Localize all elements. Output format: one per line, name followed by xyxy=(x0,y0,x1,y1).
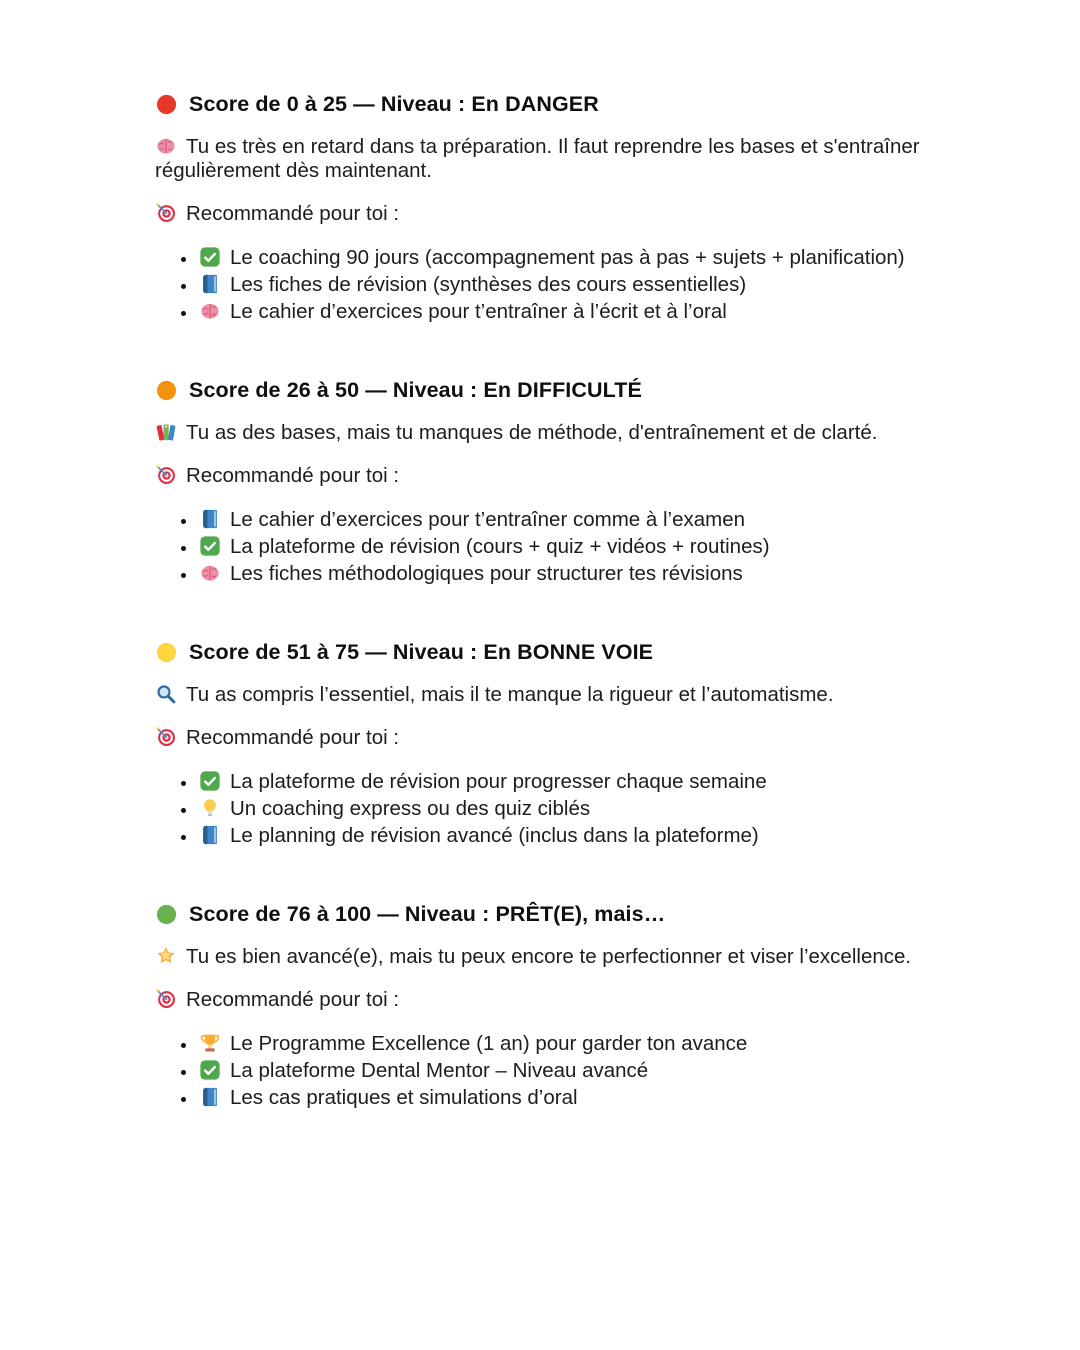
blue-book-icon xyxy=(199,508,221,530)
target-icon xyxy=(155,464,177,486)
target-icon xyxy=(155,726,177,748)
recommend-line xyxy=(155,464,920,488)
recommend-line xyxy=(155,988,920,1012)
recommend-label-text: Recommandé pour toi : xyxy=(186,202,400,225)
section-heading xyxy=(155,640,920,665)
section-title-text: Score de 26 à 50 — Niveau : En DIFFICULTÉ xyxy=(189,378,642,402)
recommendation-list xyxy=(155,246,920,324)
list-item-text: Les fiches méthodologiques pour structurer tes révisions xyxy=(230,562,743,585)
recommend-label-text: Recommandé pour toi : xyxy=(186,464,400,487)
recommend-label-text: Recommandé pour toi : xyxy=(186,988,400,1011)
list-item xyxy=(197,1086,920,1110)
section-intro-text: Tu es bien avancé(e), mais tu peux encore te perfectionner et viser l’excellence. xyxy=(186,945,912,968)
magnifier-icon xyxy=(155,683,177,705)
section-title-text: Score de 76 à 100 — Niveau : PRÊT(E), mais… xyxy=(189,902,666,926)
star-icon xyxy=(155,945,177,967)
list-item-text: La plateforme de révision pour progresser chaque semaine xyxy=(230,770,767,793)
yellow-circle-icon xyxy=(155,641,178,664)
list-item xyxy=(197,1032,920,1056)
trophy-icon xyxy=(199,1032,221,1054)
brain-icon xyxy=(199,300,221,322)
section-title-text: Score de 0 à 25 — Niveau : En DANGER xyxy=(189,92,599,116)
section-heading xyxy=(155,378,920,403)
recommend-label-text: Recommandé pour toi : xyxy=(186,726,400,749)
section-intro-text: Tu as des bases, mais tu manques de méthode, d'entraînement et de clarté. xyxy=(186,421,878,444)
list-item-text: Le coaching 90 jours (accompagnement pas à pas + sujets + planification) xyxy=(230,246,905,269)
score-section-danger xyxy=(155,92,920,324)
orange-circle-icon xyxy=(155,379,178,402)
list-item xyxy=(197,770,920,794)
section-heading xyxy=(155,92,920,117)
brain-icon xyxy=(199,562,221,584)
list-item xyxy=(197,508,920,532)
list-item-text: Le Programme Excellence (1 an) pour garder ton avance xyxy=(230,1032,748,1055)
check-icon xyxy=(199,535,221,557)
list-item-text: Un coaching express ou des quiz ciblés xyxy=(230,797,591,820)
list-item-text: Le cahier d’exercices pour t’entraîner à l’écrit et à l’oral xyxy=(230,300,727,323)
blue-book-icon xyxy=(199,273,221,295)
score-section-bonne-voie xyxy=(155,640,920,848)
list-item-text: La plateforme de révision (cours + quiz + vidéos + routines) xyxy=(230,535,770,558)
books-icon xyxy=(155,421,177,443)
recommendation-list xyxy=(155,1032,920,1110)
section-heading xyxy=(155,902,920,927)
list-item xyxy=(197,1059,920,1083)
list-item-text: Les fiches de révision (synthèses des cours essentielles) xyxy=(230,273,747,296)
recommendation-list xyxy=(155,770,920,848)
check-icon xyxy=(199,770,221,792)
section-intro xyxy=(155,683,920,707)
target-icon xyxy=(155,988,177,1010)
list-item xyxy=(197,246,920,270)
section-intro xyxy=(155,135,920,183)
list-item-text: Les cas pratiques et simulations d’oral xyxy=(230,1086,578,1109)
section-intro xyxy=(155,421,920,445)
list-item-text: Le cahier d’exercices pour t’entraîner comme à l’examen xyxy=(230,508,746,531)
section-intro xyxy=(155,945,920,969)
list-item xyxy=(197,562,920,586)
check-icon xyxy=(199,246,221,268)
section-title-text: Score de 51 à 75 — Niveau : En BONNE VOIE xyxy=(189,640,654,664)
blue-book-icon xyxy=(199,824,221,846)
list-item-text: La plateforme Dental Mentor – Niveau avancé xyxy=(230,1059,649,1082)
recommend-line xyxy=(155,202,920,226)
red-circle-icon xyxy=(155,93,178,116)
list-item xyxy=(197,535,920,559)
list-item xyxy=(197,300,920,324)
brain-icon xyxy=(155,135,177,157)
recommendation-list xyxy=(155,508,920,586)
score-section-pret xyxy=(155,902,920,1110)
list-item-text: Le planning de révision avancé (inclus dans la plateforme) xyxy=(230,824,759,847)
list-item xyxy=(197,273,920,297)
green-circle-icon xyxy=(155,903,178,926)
section-intro-text: Tu as compris l’essentiel, mais il te manque la rigueur et l’automatisme. xyxy=(186,683,834,706)
check-icon xyxy=(199,1059,221,1081)
score-section-difficulte xyxy=(155,378,920,586)
blue-book-icon xyxy=(199,1086,221,1108)
list-item xyxy=(197,824,920,848)
list-item xyxy=(197,797,920,821)
target-icon xyxy=(155,202,177,224)
section-intro-text: Tu es très en retard dans ta préparation. Il faut reprendre les bases et s'entraîner régulièrement dès maintenant. xyxy=(155,135,920,182)
bulb-icon xyxy=(199,797,221,819)
recommend-line xyxy=(155,726,920,750)
